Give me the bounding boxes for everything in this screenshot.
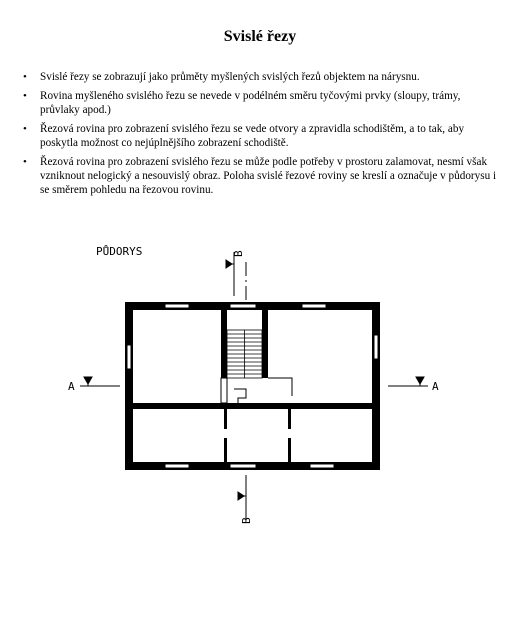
page-title: Svislé řezy <box>223 28 297 45</box>
outer-walls <box>125 302 380 470</box>
bullet-icon: • <box>23 123 27 135</box>
section-line-b <box>226 252 246 520</box>
bullet-icon: • <box>23 71 27 83</box>
bullet-text: Řezová rovina pro zobrazení svislého řezu se vede otvory a zpravidla schodištěm, a to tak, aby poskytla možnost co nejúplnějšího zobrazení schodiště. <box>40 123 465 149</box>
bullet-text: Svislé řezy se zobrazují jako průměty myšlených svislých řezů objektem na nárysnu. <box>40 71 420 83</box>
list-item <box>22 122 500 150</box>
bullet-icon: • <box>23 90 27 102</box>
list-item <box>22 155 500 197</box>
list-item <box>22 70 500 84</box>
staircase <box>227 330 262 378</box>
floor-plan-label: PŮDORYS <box>96 245 143 258</box>
list-item <box>22 89 500 117</box>
bullet-list <box>22 70 500 202</box>
section-a-label-left: A <box>68 380 75 393</box>
section-a-label-right: A <box>432 380 439 393</box>
bullet-icon: • <box>23 156 27 168</box>
interior-walls <box>133 310 372 462</box>
floor-plan-drawing <box>0 230 520 540</box>
section-b-label-top: B <box>232 250 245 257</box>
section-b-label-bottom: B <box>240 517 253 524</box>
bullet-text: Řezová rovina pro zobrazení svislého řezu se může podle potřeby v prostoru zalamovat, nesmí však vzniknout nelogický a nesouvislý obraz. Poloha svislé řezové roviny se kreslí a označuje v půdorysu i se směrem pohledu na řezovou rovinu. <box>40 156 497 196</box>
bullet-text: Rovina myšleného svislého řezu se nevede v podélném směru tyčovými prvky (sloupy, trámy, průvlaky apod.) <box>40 90 461 116</box>
windows <box>127 304 378 468</box>
